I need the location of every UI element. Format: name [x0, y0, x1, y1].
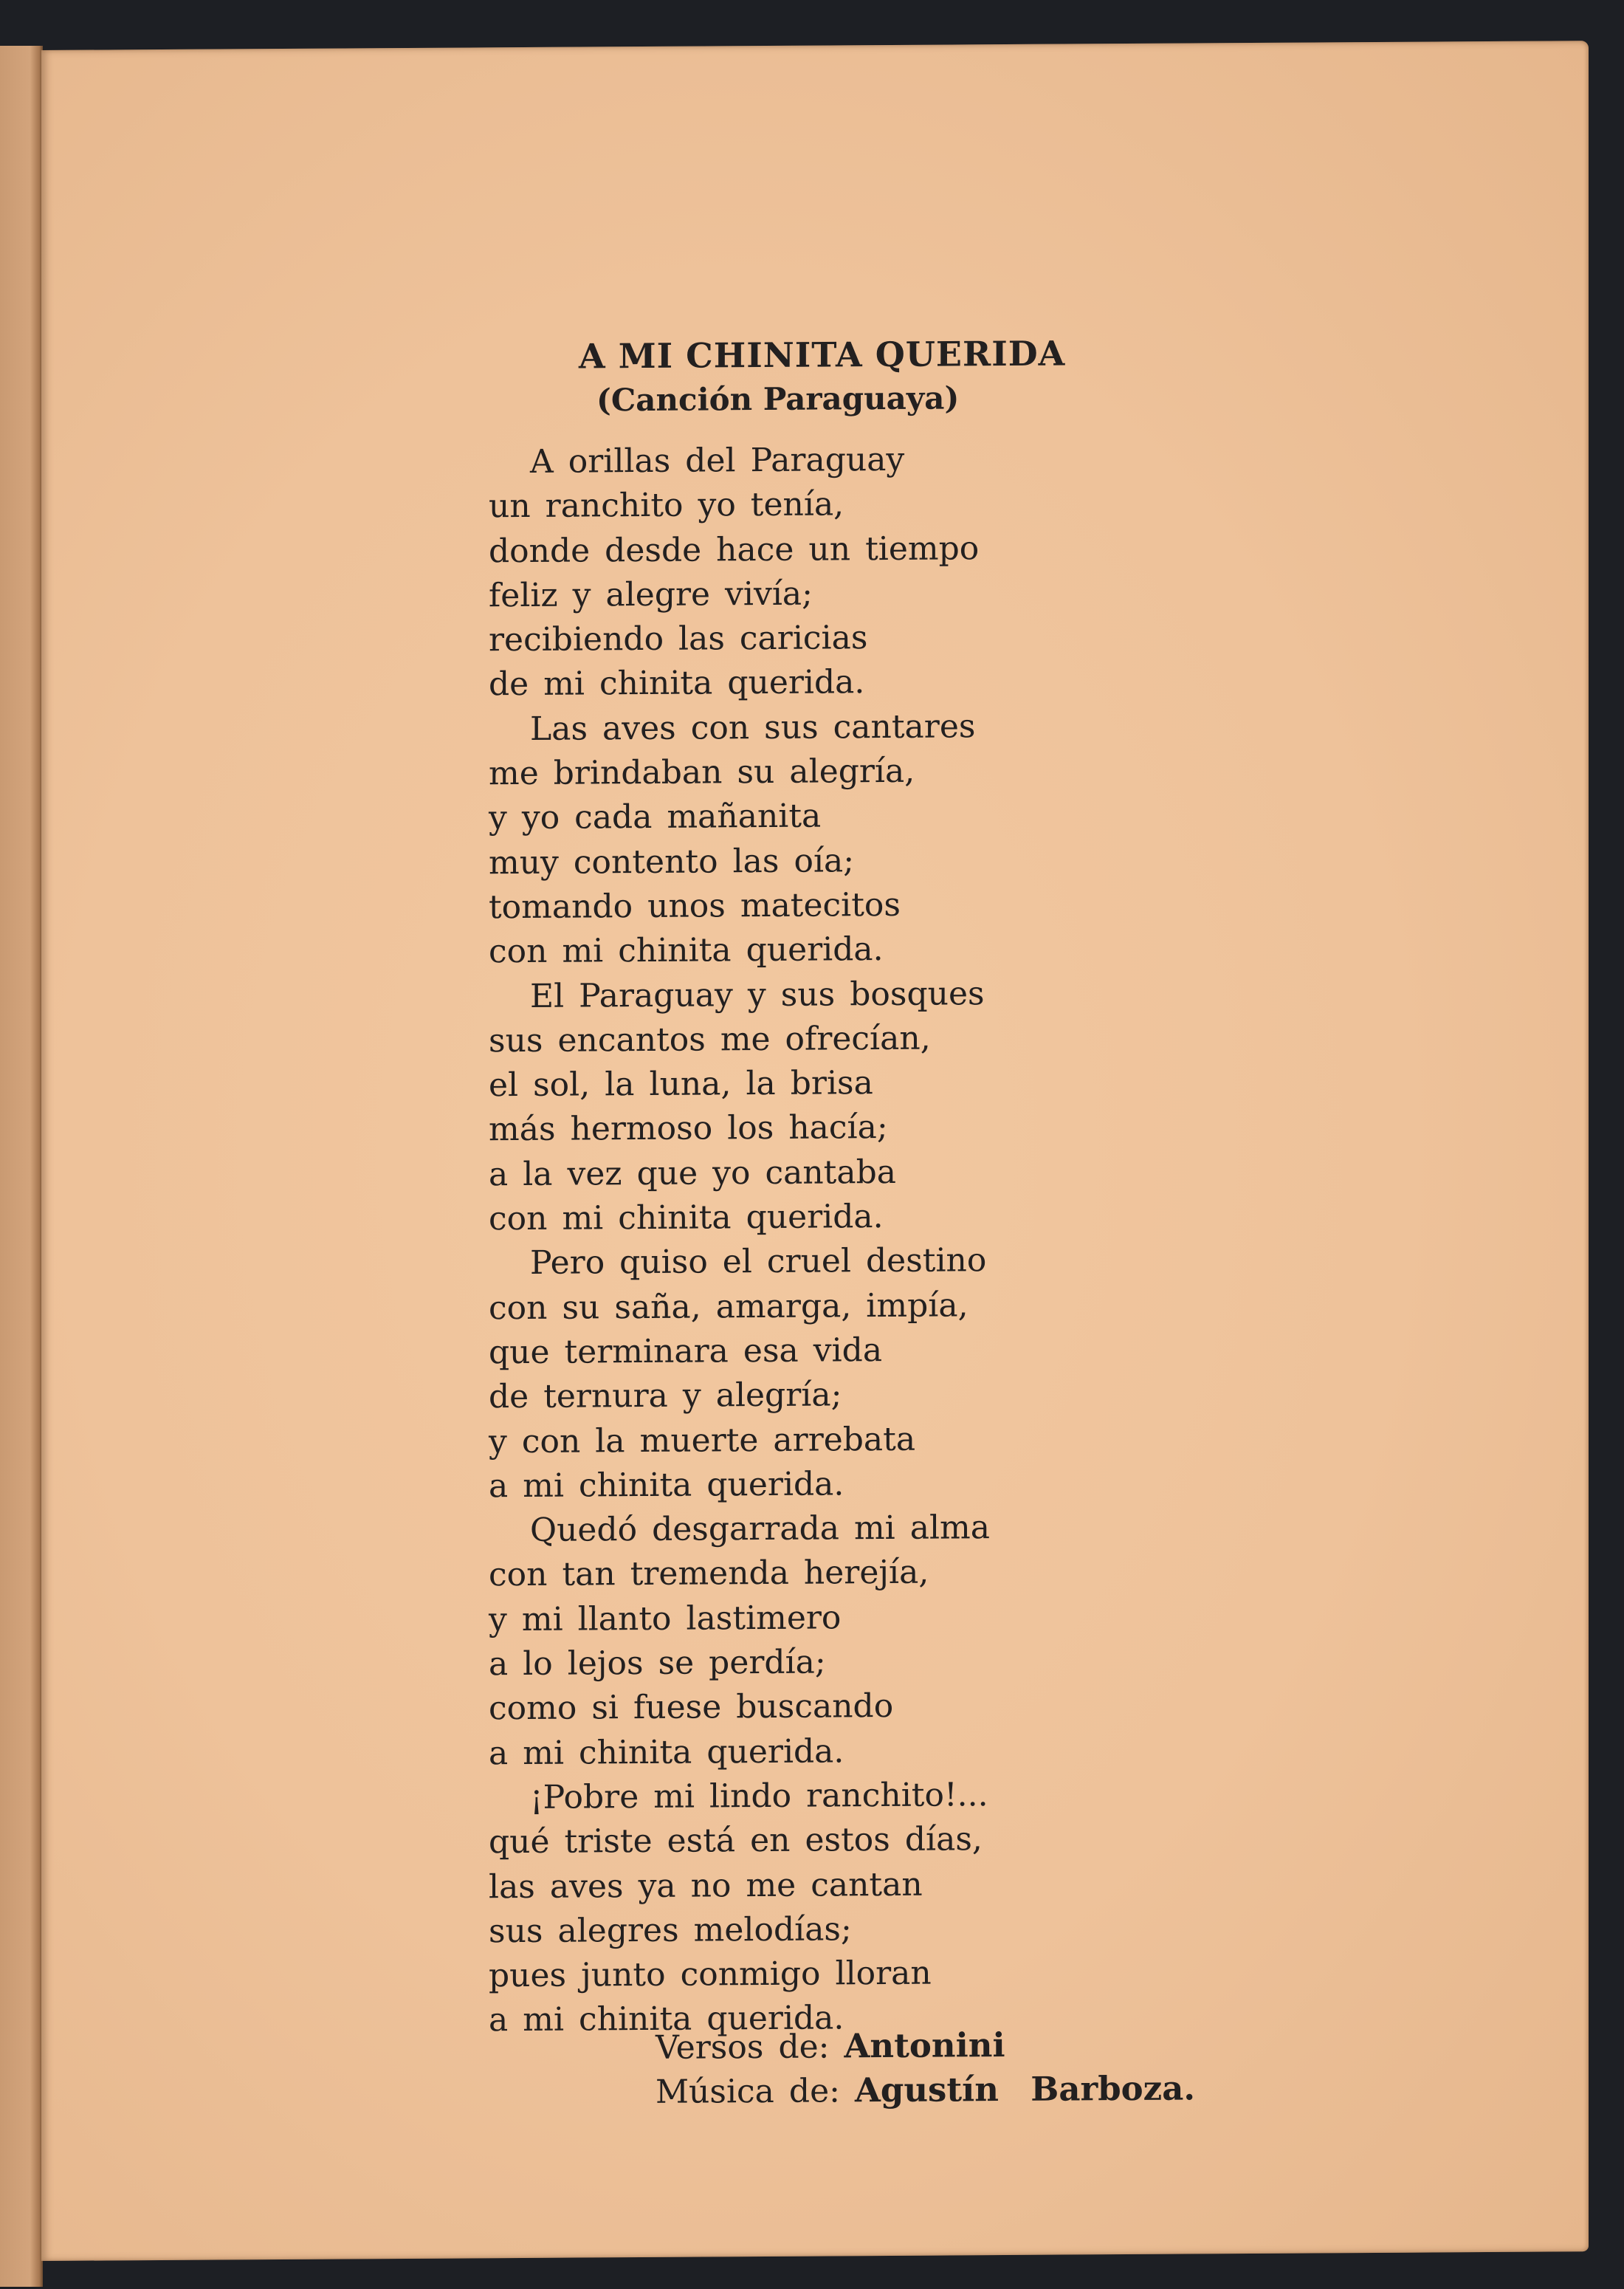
stanza-first-line: Las aves con sus cantares	[530, 707, 976, 748]
verse-line: y mi llanto lastimero	[489, 1599, 842, 1639]
verse-line: y con la muerte arrebata	[489, 1420, 916, 1461]
verse-line: y yo cada mañanita	[489, 797, 822, 837]
credit-name: Antonini	[844, 2025, 1005, 2066]
verse-line: qué triste está en estos días,	[489, 1820, 983, 1861]
verses	[489, 436, 1153, 2043]
verse-line: a lo lejos se perdía;	[489, 1643, 826, 1684]
verse-line: con su saña, amarga, impía,	[489, 1286, 968, 1327]
verse-line: muy contento las oía;	[489, 841, 855, 882]
credits	[656, 2022, 1195, 2113]
stanza-first-line: Pero quiso el cruel destino	[530, 1241, 987, 1283]
verse-line: tomando unos matecitos	[489, 885, 901, 927]
verse-line: más hermoso los hacía;	[489, 1108, 888, 1149]
verse-line: un ranchito yo tenía,	[489, 485, 844, 526]
verse-line: con mi chinita querida.	[489, 930, 884, 971]
verse-line: donde desde hace un tiempo	[489, 529, 980, 570]
credit-lyrics	[656, 2022, 1195, 2069]
stanza-first-line: A orillas del Paraguay	[530, 440, 905, 481]
stanza-first-line: Quedó desgarrada mi alma	[530, 1509, 990, 1550]
verse-line: con mi chinita querida.	[489, 1198, 884, 1238]
verse-line: me brindaban su alegría,	[489, 752, 915, 793]
verse-line: a mi chinita querida.	[489, 1999, 844, 2039]
book-page	[41, 41, 1589, 2261]
verse-line: que terminara esa vida	[489, 1331, 883, 1372]
poem-title: A MI CHINITA QUERIDA	[579, 333, 1066, 377]
verse-line: el sol, la luna, la brisa	[489, 1064, 873, 1105]
verse-line: con tan tremenda herejía,	[489, 1554, 929, 1594]
verse-line: de mi chinita querida.	[489, 663, 865, 704]
verse-line: a la vez que yo cantaba	[489, 1153, 896, 1194]
verse-line: como si fuese buscando	[489, 1687, 894, 1728]
stanza-first-line: ¡Pobre mi lindo ranchito!...	[530, 1776, 988, 1816]
verse-line: a mi chinita querida.	[489, 1465, 844, 1506]
stanza-first-line: El Paraguay y sus bosques	[530, 974, 985, 1015]
verse-line: de ternura y alegría;	[489, 1376, 842, 1416]
verse-line: a mi chinita querida.	[489, 1732, 844, 1772]
credit-label: Versos de:	[656, 2028, 830, 2067]
verse-line: las aves ya no me cantan	[489, 1865, 923, 1906]
previous-page-edge	[0, 46, 43, 2287]
verse-line: recibiendo las caricias	[489, 619, 868, 659]
verse-line: sus encantos me ofrecían,	[489, 1019, 931, 1060]
credit-music	[656, 2066, 1195, 2113]
credit-name: Agustín Barboza.	[854, 2068, 1196, 2110]
verse-line: pues junto conmigo lloran	[489, 1954, 932, 1995]
verse-line: sus alegres melodías;	[489, 1910, 852, 1951]
poem-subtitle: (Canción Paraguaya)	[596, 380, 960, 419]
verse-line: feliz y alegre vivía;	[489, 574, 813, 615]
credit-label: Música de:	[656, 2072, 840, 2111]
